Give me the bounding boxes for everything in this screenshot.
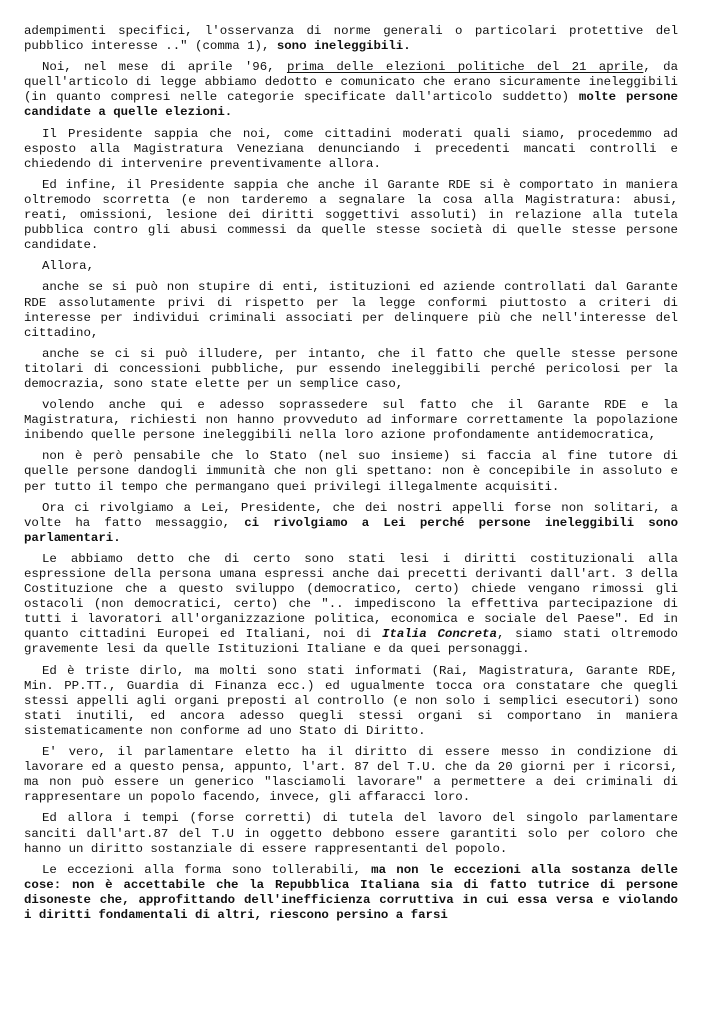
text: Le eccezioni alla forma sono tollerabili,: [42, 862, 361, 877]
text: , siamo stati oltremodo gravemente lesi da quelle Istituzioni Italiane e da quei personaggi.: [24, 627, 678, 657]
bold-text: ci rivolgiamo a Lei perché persone ineleggibili sono parlamentari.: [24, 515, 679, 545]
paragraph-1: [24, 60, 678, 120]
text: , da quell'articolo di legge abbiamo dedotto e comunicato che erano sicuramente ineleggibili (in quanto compresi nelle categorie specificate dall'articolo suddetto): [24, 60, 679, 105]
bold-text: sono ineleggibili.: [276, 39, 411, 54]
text: Ora ci rivolgiamo a Lei, Presidente, che dei nostri appelli forse non solitari, a volte ha fatto messaggio,: [24, 500, 678, 530]
paragraph-5: anche se si può non stupire di enti, istituzioni ed aziende controllati dal Garante RDE assolutamente privi di rispetto per la legge conformi piuttosto a criteri di interesse per individui criminali associati per delinquere più che nell'interesse del cittadino,: [24, 280, 678, 340]
bold-text: molte persone candidate a quelle elezioni.: [24, 90, 678, 120]
paragraph-7: volendo anche qui e adesso soprassedere sul fatto che il Garante RDE e la Magistratura, richiesti non hanno provveduto ad informare correttamente la popolazione inibendo quelle persone ineleggibili nella loro azione profondamente antidemocratica,: [24, 398, 678, 443]
document-page: [24, 24, 678, 929]
paragraph-14: [24, 863, 678, 923]
paragraph-2: Il Presidente sappia che noi, come cittadini moderati quali siamo, procedemmo ad esposto alla Magistratura Veneziana denunciando i precedenti mancati controlli e chiedendo di intervenire preventivamente allora.: [24, 126, 678, 171]
paragraph-8: non è però pensabile che lo Stato (nel suo insieme) si faccia al fine tutore di quelle persone dandogli immunità che non gli spettano: non è concepibile in assoluto e per tutto il tempo che permangano quei privilegi illegalmente acquisiti.: [24, 449, 678, 494]
underlined-text: prima delle elezioni politiche del 21 aprile: [286, 60, 644, 75]
paragraph-4: Allora,: [42, 259, 95, 274]
paragraph-13: Ed allora i tempi (forse corretti) di tutela del lavoro del singolo parlamentare sanciti dall'art.87 del T.U in oggetto debbono essere garantiti solo per coloro che hanno un diritto sostanziale di essere rappresentanti del popolo.: [24, 811, 678, 856]
paragraph-0: [24, 24, 678, 54]
paragraph-12: E' vero, il parlamentare eletto ha il diritto di essere messo in condizione di lavorare ed a questo pensa, appunto, l'art. 87 del T.U. che da 20 giorni per i ricorsi, ma non può essere un generico "lasciamoli lavorare" a permettere a dei criminali di rappresentare un popolo facendo, invece, gli affaracci loro.: [24, 745, 678, 805]
paragraph-11: Ed è triste dirlo, ma molti sono stati informati (Rai, Magistratura, Garante RDE, Min. PP.TT., Guardia di Finanza ecc.) ed ugualmente tocca ora constatare che quegli stessi appelli agli organi preposti al controllo (e non solo i semplici esecutori) sono stati inutili, ed ancora adesso quegli stessi organi si comportano in maniera sistematicamente non conforme ad uno Stato di Diritto.: [24, 663, 678, 738]
text: Le abbiamo detto che di certo sono stati lesi i diritti costituzionali alla espressione della persona umana espressi anche dai precetti derivanti dall'art. 3 della Costituzione che a questo sviluppo (democratico, certo) chiede vengano rimossi gli ostacoli (non democratici, certo) che ".. impediscono la effettiva partecipazione di tutti i lavoratori all'organizzazione politica, economica e sociale del Paese". Ed in quanto cittadini Europei ed Italiani, noi di: [24, 551, 678, 642]
bold-text: ma non le eccezioni alla sostanza delle cose: non è accettabile che la Repubblica Italiana sia di fatto tutrice di persone disoneste che, approfittando dell'inefficienza corruttiva in cui essa versa e violando i diritti fondamentali di altri, riescono persino a farsi: [24, 862, 678, 922]
paragraph-10: [24, 552, 678, 658]
paragraph-9: [24, 501, 678, 546]
paragraph-3: Ed infine, il Presidente sappia che anche il Garante RDE si è comportato in maniera oltremodo scorretta (e non tarderemo a segnalare la cosa alla Magistratura: abusi, reati, omissioni, lesione dei diritti soggettivi assoluti) in relazione alla tutela pubblica contro gli abusi commessi da quelle stesse società di quelle stesse persone candidate.: [24, 177, 678, 253]
bold-italic-text: Italia Concreta: [382, 627, 497, 642]
text: Noi, nel mese di aprile '96,: [42, 60, 275, 75]
paragraph-6: anche se ci si può illudere, per intanto, che il fatto che quelle stesse persone titolari di concessioni pubbliche, pur essendo ineleggibili perché pericolosi per la democrazia, sono state elette per un semplice caso,: [24, 346, 678, 391]
text: adempimenti specifici, l'osservanza di norme generali o particolari protettive del pubblico interesse .." (comma 1),: [24, 24, 678, 54]
